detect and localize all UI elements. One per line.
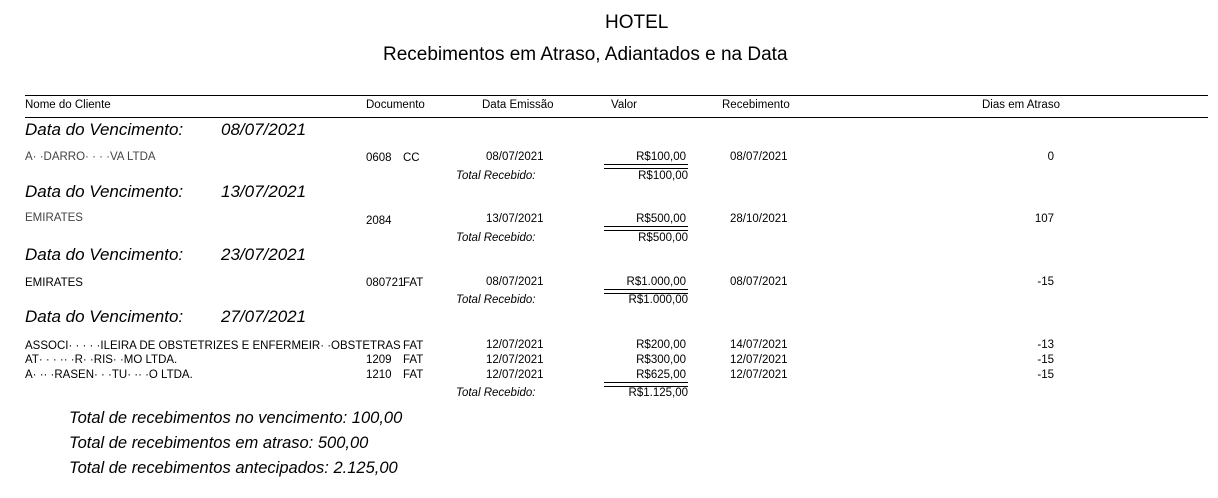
row-document: 1209 — [366, 354, 392, 366]
total-received-label: Total Recebido: — [456, 294, 536, 306]
summary-late: Total de recebimentos em atraso: 500,00 — [69, 434, 369, 452]
row-document: 080721 — [366, 277, 405, 289]
row-days-late: -13 — [1037, 339, 1054, 351]
row-document: 0608 — [366, 152, 392, 164]
col-client-header: Nome do Cliente — [25, 99, 111, 111]
col-value-header: Valor — [611, 99, 637, 111]
group-due-label: Data do Vencimento: — [25, 245, 184, 264]
row-client: EMIRATES — [25, 277, 83, 289]
row-issue-date: 12/07/2021 — [486, 354, 544, 366]
row-doc-type: FAT — [403, 369, 424, 381]
total-received-label: Total Recebido: — [456, 232, 536, 244]
group-due-date: 27/07/2021 — [221, 307, 307, 326]
col-days-late-header: Dias em Atraso — [982, 99, 1060, 111]
row-value: R$100,00 — [636, 151, 686, 163]
row-receipt-date: 12/07/2021 — [730, 354, 788, 366]
row-doc-type: CC — [403, 152, 420, 164]
row-doc-type: FAT — [403, 340, 424, 352]
row-days-late: 107 — [1034, 213, 1054, 225]
row-days-late: 0 — [1047, 151, 1054, 163]
row-days-late: -15 — [1037, 354, 1054, 366]
row-issue-date: 12/07/2021 — [486, 369, 544, 381]
row-issue-date: 13/07/2021 — [486, 213, 544, 225]
group-due-date: 08/07/2021 — [221, 120, 307, 139]
total-received-value: R$500,00 — [638, 232, 688, 244]
row-client: EMIRATES — [25, 212, 83, 224]
row-document: 1210 — [366, 369, 392, 381]
row-receipt-date: 12/07/2021 — [730, 369, 788, 381]
hotel-name: HOTEL — [605, 12, 669, 33]
group-due-label: Data do Vencimento: — [25, 120, 184, 139]
col-issue-date-header: Data Emissão — [482, 99, 554, 111]
row-receipt-date: 14/07/2021 — [730, 339, 788, 351]
row-value: R$500,00 — [636, 213, 686, 225]
total-received-label: Total Recebido: — [456, 170, 536, 182]
row-issue-date: 08/07/2021 — [486, 151, 544, 163]
total-double-rule — [604, 226, 688, 231]
report-title: Recebimentos em Atraso, Adiantados e na Data — [383, 44, 788, 65]
header-top-rule — [25, 95, 1208, 96]
row-receipt-date: 08/07/2021 — [730, 276, 788, 288]
row-value: R$625,00 — [636, 369, 686, 381]
row-client: AT· · · ·· ·R· ·RIS· ·MO LTDA. — [25, 354, 178, 366]
row-value: R$200,00 — [636, 339, 686, 351]
row-issue-date: 08/07/2021 — [486, 276, 544, 288]
total-double-rule — [604, 164, 688, 169]
row-client: A· ·· ·RASEN· · ·TU· ·· ·O LTDA. — [25, 369, 193, 381]
row-doc-type: FAT — [403, 354, 424, 366]
group-due-label: Data do Vencimento: — [25, 307, 184, 326]
row-days-late: -15 — [1037, 369, 1054, 381]
row-doc-type: FAT — [403, 277, 424, 289]
header-bottom-rule — [25, 117, 1208, 118]
row-issue-date: 12/07/2021 — [486, 339, 544, 351]
row-value: R$300,00 — [636, 354, 686, 366]
row-client: ASSOCI· · · · ·ILEIRA DE OBSTETRIZES E ENFERMEIR· ·OBSTETRAS — [25, 340, 401, 352]
row-receipt-date: 08/07/2021 — [730, 151, 788, 163]
total-received-label: Total Recebido: — [456, 387, 536, 399]
total-received-value: R$100,00 — [638, 170, 688, 182]
row-days-late: -15 — [1037, 276, 1054, 288]
summary-early: Total de recebimentos antecipados: 2.125,00 — [69, 459, 398, 477]
total-received-value: R$1.000,00 — [628, 294, 688, 306]
col-document-header: Documento — [366, 99, 425, 111]
row-document: 2084 — [366, 215, 392, 227]
group-due-date: 13/07/2021 — [221, 182, 307, 201]
row-receipt-date: 28/10/2021 — [730, 213, 788, 225]
col-receipt-header: Recebimento — [722, 99, 790, 111]
summary-on-due: Total de recebimentos no vencimento: 100,00 — [69, 409, 403, 427]
total-received-value: R$1.125,00 — [628, 387, 688, 399]
group-due-label: Data do Vencimento: — [25, 182, 184, 201]
group-due-date: 23/07/2021 — [221, 245, 307, 264]
row-value: R$1.000,00 — [626, 276, 686, 288]
row-client: A· ·DARRO· · · ·VA LTDA — [25, 151, 156, 163]
